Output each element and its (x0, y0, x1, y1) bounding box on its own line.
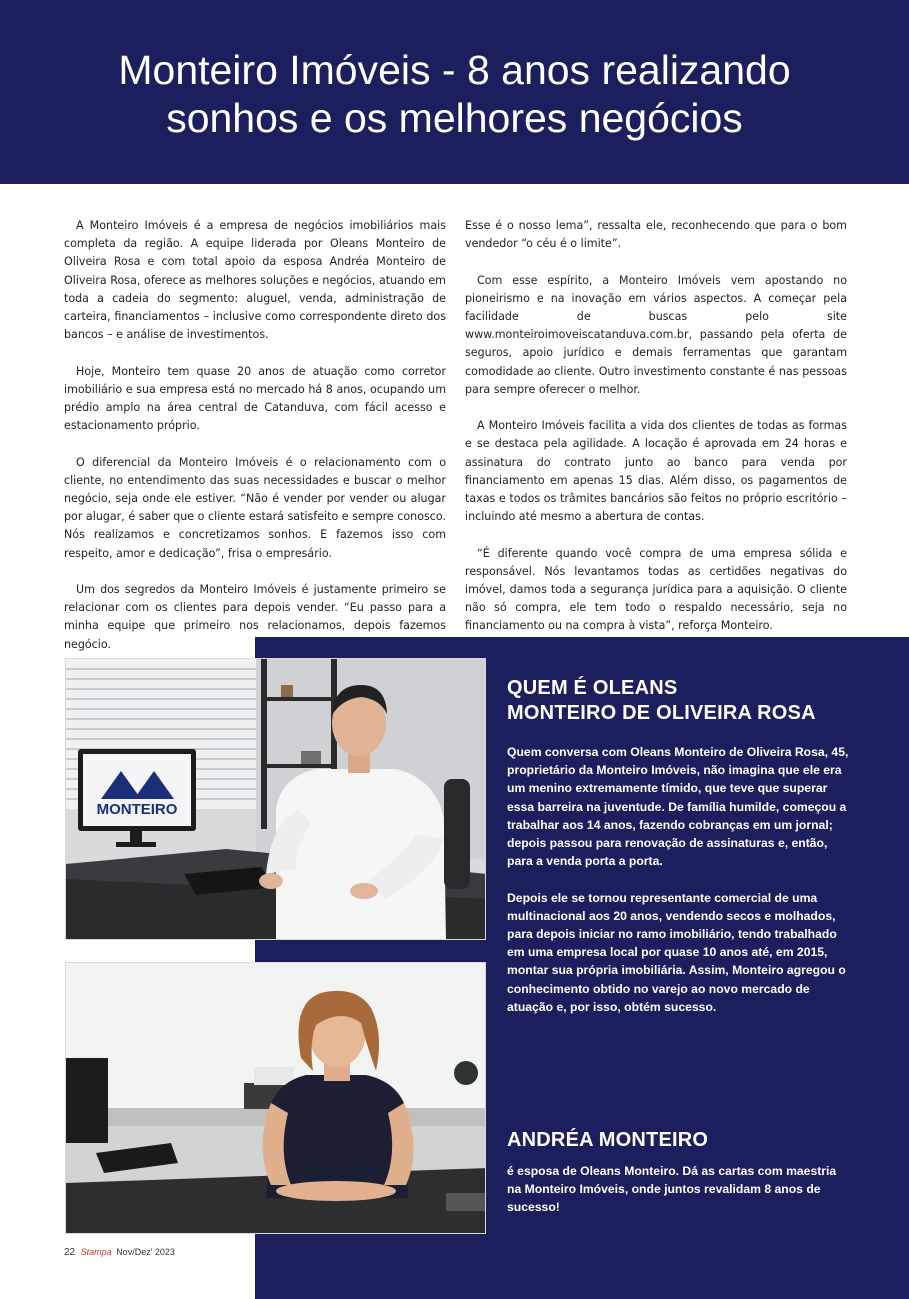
article-paragraph: Um dos segredos da Monteiro Imóveis é justamente primeiro se relacionar com os clientes para depois vender. “Eu passo para a minha equipe que primeiro nos relacionamos, depois fazemos negócio. (64, 583, 446, 651)
andrea-profile-heading: ANDRÉA MONTEIRO (507, 1129, 709, 1151)
article-paragraph-continued: Esse é o nosso lema”, ressalta ele, reconhecendo que para o bom vendedor “o céu é o limite”. (465, 219, 847, 251)
page-title (45, 46, 865, 142)
article-paragraph: Hoje, Monteiro tem quase 20 anos de atuação como corretor imobiliário e sua empresa está no mercado há 8 anos, ocupando um prédio amplo na área central de Catanduva, com fácil acesso e estacionamento próprio. (64, 364, 446, 433)
page-title-line2: sonhos e os melhores negócios (166, 95, 743, 141)
oleans-heading-line2: MONTEIRO DE OLIVEIRA ROSA (507, 702, 816, 724)
oleans-profile-heading (507, 676, 867, 726)
page-footer (64, 1247, 175, 1258)
article-column-right (465, 217, 847, 654)
oleans-paragraph: Depois ele se tornou representante comercial de uma multinacional aos 20 anos, vendendo secos e molhados, para depois iniciar no ramo imobiliário, tendo trabalhado em uma empresa local por quase 10 anos até, em 2015, montar sua própria imobiliária. Assim, Monteiro agregou o conhecimento obtido no varejo ao novo mercado de atuação e, por isso, obtém sucesso. (507, 890, 846, 1014)
article-paragraph: A Monteiro Imóveis facilita a vida dos clientes de todas as formas e se destaca pela agilidade. A locação é aprovada em 24 horas e assinatura do contrato junto ao banco para venda por financiamento em apenas 15 dias. Além disso, os pagamentos de taxas e todos os trâmites bancários são feitos no próprio escritório – incluindo até mesmo a abertura de contas. (465, 419, 847, 524)
monitor-logo-text: MONTEIRO (96, 801, 178, 818)
photo-andrea (65, 962, 486, 1234)
andrea-profile-text (507, 1162, 852, 1235)
article-paragraph: Com esse espírito, a Monteiro Imóveis vem apostando no pioneirismo e na inovação em vários aspectos. A começar pela facilidade de buscas pelo site www.monteiroimoveiscatanduva.com.br, passando pela oferta de seguros, apoio jurídico e demais ferramentas que garantam comodidade ao cliente. Outro investimento constante é nas pessoas para sempre oferecer o melhor. (465, 273, 847, 396)
andrea-paragraph: é esposa de Oleans Monteiro. Dá as cartas com maestria na Monteiro Imóveis, onde juntos revalidam 8 anos de sucesso! (507, 1164, 837, 1215)
photo-oleans (65, 658, 486, 940)
article-paragraph: O diferencial da Monteiro Imóveis é o relacionamento com o cliente, no entendimento das suas necessidades e buscar o melhor negócio, seja onde ele estiver. “Não é vender por vender ou alugar por alugar, é saber que o cliente estará satisfeito e sempre conosco. Nós realizamos e concretizamos sonhos. E fazemos isso com respeito, amor e dedicação”, frisa o empresário. (64, 455, 446, 560)
article-paragraph: A Monteiro Imóveis é a empresa de negócios imobiliários mais completa da região. A equipe liderada por Oleans Monteiro de Oliveira Rosa e com total apoio da esposa Andréa Monteiro de Oliveira Rosa, oferece as melhores soluções e negócios, atuando em toda a cadeia do segmento: aluguel, venda, administração de carteira, financiamentos – inclusive como correspondente direto dos bancos – e análise de investimentos. (64, 219, 446, 342)
oleans-paragraph: Quem conversa com Oleans Monteiro de Oliveira Rosa, 45, proprietário da Monteiro Imóveis, não imagina que ele era um menino extremamente tímido, que teve que superar essa barreira na juventude. De família humilde, começou a trabalhar aos 14 anos, fazendo cobranças em um jornal; depois passou para renovação de assinaturas e, então, para a venda porta a porta. (507, 745, 849, 869)
issue-date: Nov/Dez' 2023 (116, 1247, 175, 1257)
article-column-left (64, 217, 446, 672)
article-paragraph: “É diferente quando você compra de uma empresa sólida e responsável. Nós levantamos todas as certidões negativas do imóvel, damos toda a segurança jurídica para a aquisição. O cliente não só compra, ele tem todo o respaldo necessário, seja no financiamento ou na compra à vista”, reforça Monteiro. (465, 546, 847, 633)
magazine-brand: Stampa (80, 1247, 112, 1257)
oleans-profile-text (507, 743, 852, 1034)
title-banner (0, 0, 909, 184)
page-number: 22 (64, 1247, 76, 1258)
oleans-heading-line1: QUEM É OLEANS (507, 677, 678, 699)
page-title-line1: Monteiro Imóveis - 8 anos realizando (118, 47, 791, 93)
